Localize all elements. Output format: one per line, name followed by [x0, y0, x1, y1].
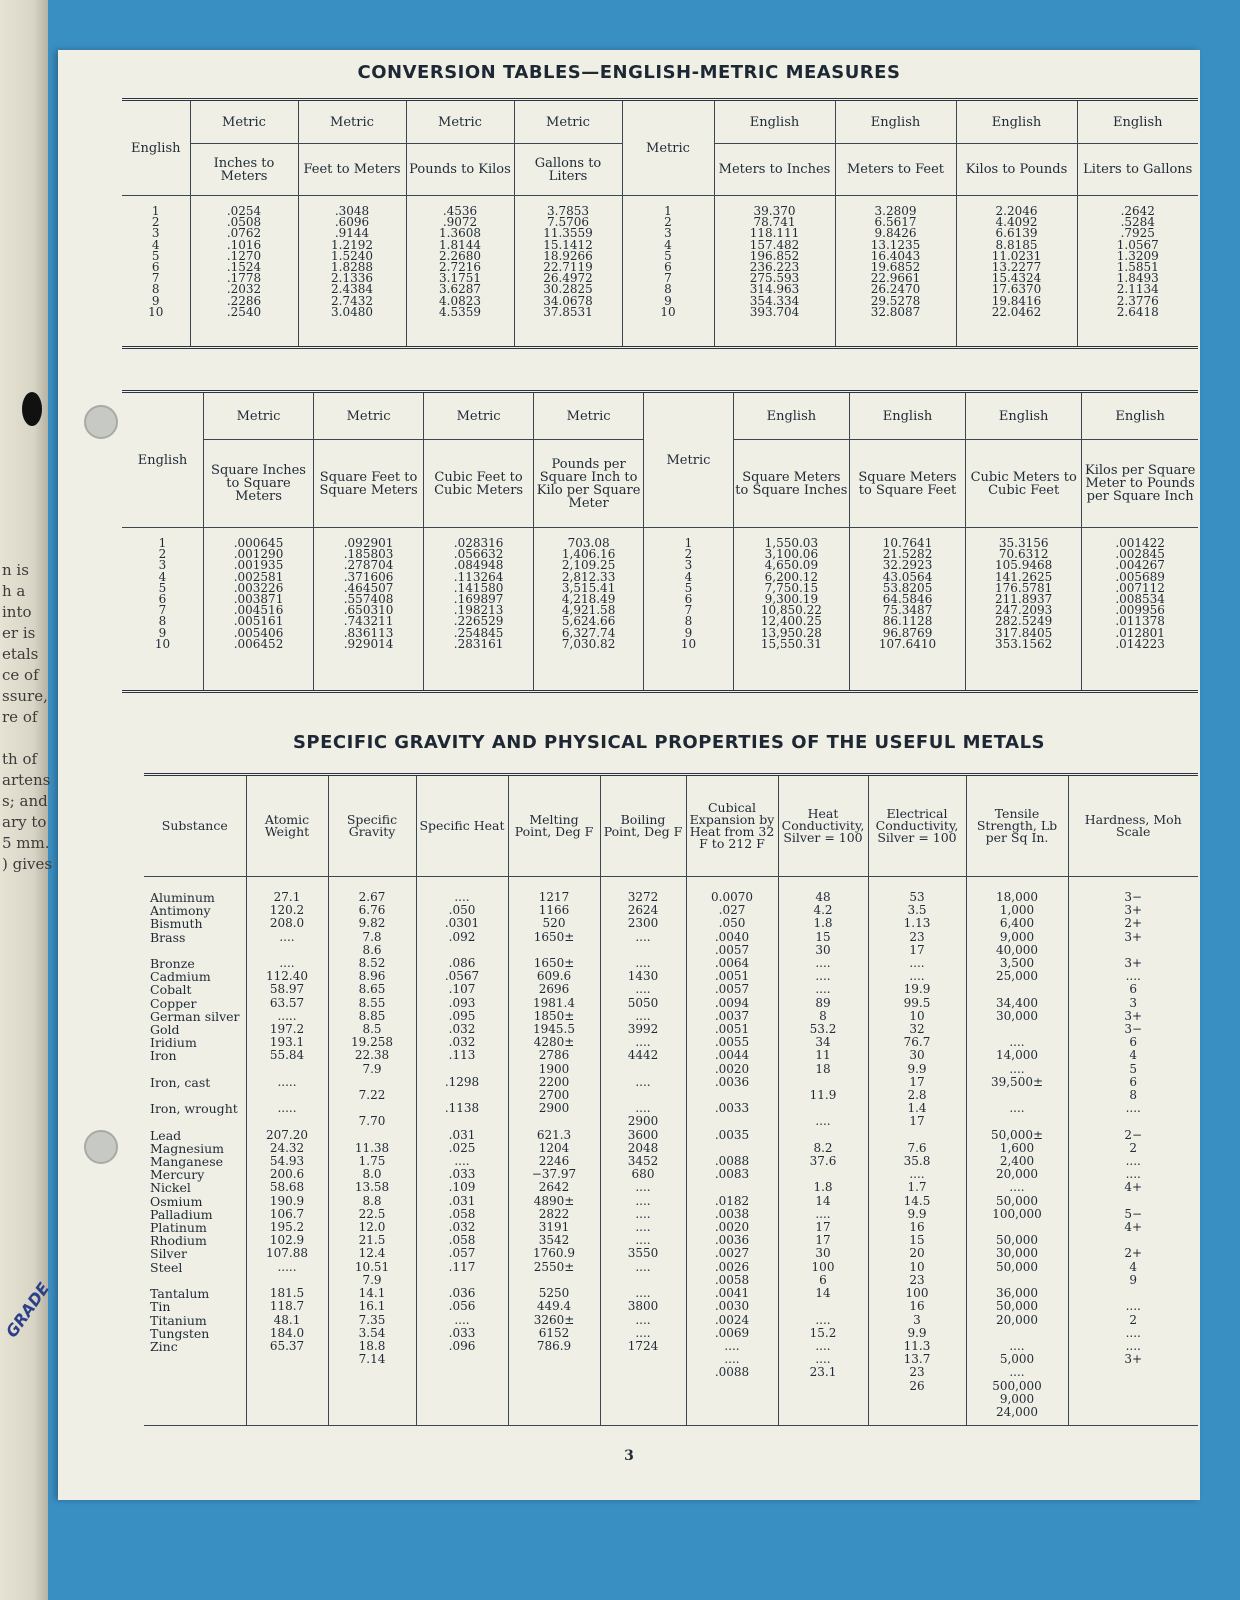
column-header: Meters to Inches: [714, 144, 835, 196]
value-column: 3.2809 6.5617 9.8426 13.1235 16.4043 19.6852 22.9661 26.2470 29.5278 32.8087: [835, 196, 956, 348]
edge-word: ssure,: [2, 687, 48, 705]
left-axis-label: English: [122, 100, 190, 196]
group-label: English: [966, 392, 1082, 440]
group-label: English: [733, 392, 849, 440]
column-header-electrical-conductivity: Electrical Conductivity, Silver = 100: [868, 775, 966, 877]
column-header: Meters to Feet: [835, 144, 956, 196]
value-column: 1,550.03 3,100.06 4,650.09 6,200.12 7,750.15 9,300.19 10,850.22 12,400.25 13,950.28 15,550.31: [733, 528, 849, 692]
atomic-weight-column: 27.1 120.2 208.0 .... .... 112.40 58.97 63.57 ..... 197.2 193.1 55.84 ..... ..... 207.20 24.32 54.93 200.6 58.68 190.9 106.7 195.2 102.9 107.88 ..... 181.5 118.7 48.1 184.0 65.37: [246, 877, 328, 1426]
value-column: .3048 .6096 .9144 1.2192 1.5240 1.8288 2.1336 2.4384 2.7432 3.0480: [298, 196, 406, 348]
column-header-atomic-weight: Atomic Weight: [246, 775, 328, 877]
group-label: English: [835, 100, 956, 144]
binder-edge: [0, 0, 54, 1600]
melting-point-column: 1217 1166 520 1650± 1650± 609.6 2696 1981.4 1850± 1945.5 4280± 2786 1900 2200 2700 2900 621.3 1204 2246 −37.97 2642 4890± 2822 3191 3542 1760.9 2550± 5250 449.4 3260± 6152 786.9: [508, 877, 600, 1426]
column-header-melting-point: Melting Point, Deg F: [508, 775, 600, 877]
column-header: Kilos to Pounds: [956, 144, 1077, 196]
column-header-tensile-strength: Tensile Strength, Lb per Sq In.: [966, 775, 1068, 877]
value-column: .092901 .185803 .278704 .371606 .464507 .557408 .650310 .743211 .836113 .929014: [314, 528, 424, 692]
adjacent-page-text: [2, 560, 52, 875]
value-column: 35.3156 70.6312 105.9468 141.2625 176.5781 211.8937 247.2093 282.5249 317.8405 353.1562: [966, 528, 1082, 692]
specific-gravity-column: 2.67 6.76 9.82 7.8 8.6 8.52 8.96 8.65 8.55 8.85 8.5 19.258 22.38 7.9 7.22 7.70 11.38 1.75 8.0 13.58 8.8 22.5 12.0 21.5 12.4 10.51 7.9 14.1 16.1 7.35 3.54 18.8 7.14: [328, 877, 416, 1426]
group-label: Metric: [298, 100, 406, 144]
group-label: Metric: [406, 100, 514, 144]
conversion-table-2: [122, 390, 1198, 693]
group-label: Metric: [514, 100, 622, 144]
value-column: .001422 .002845 .004267 .005689 .007112 .008534 .009956 .011378 .012801 .014223: [1082, 528, 1198, 692]
column-header-substance: Substance: [144, 775, 246, 877]
group-label: Metric: [534, 392, 644, 440]
column-header-hardness: Hardness, Moh Scale: [1068, 775, 1198, 877]
group-label: English: [849, 392, 965, 440]
row-numbers: 1 2 3 4 5 6 7 8 9 10: [644, 528, 734, 692]
value-column: 703.08 1,406.16 2,109.25 2,812.33 3,515.41 4,218.49 4,921.58 5,624.66 6,327.74 7,030.82: [534, 528, 644, 692]
edge-word: artens: [2, 771, 51, 789]
group-label: English: [1077, 100, 1198, 144]
edge-word: [2, 728, 52, 749]
edge-word: ) gives: [2, 855, 53, 873]
tensile-strength-column: 18,000 1,000 6,400 9,000 40,000 3,500 25,000 34,400 30,000 .... 14,000 .... 39,500± .... 50,000± 1,600 2,400 20,000 .... 50,000 100,000 50,000 30,000 50,000 36,000 50,000 20,000 .... 5,000 .... 500,000 9,000 24,000: [966, 877, 1068, 1426]
electrical-conductivity-column: 53 3.5 1.13 23 17 .... .... 19.9 99.5 10 32 76.7 30 9.9 17 2.8 1.4 17 7.6 35.8 .... 1.7 14.5 9.9 16 15 20 10 23 100 16 3 9.9 11.3 13.7 23 26: [868, 877, 966, 1426]
edge-word: th of: [2, 750, 38, 768]
edge-word: 5 mm.: [2, 834, 50, 852]
value-column: .000645 .001290 .001935 .002581 .003226 .003871 .004516 .005161 .005406 .006452: [204, 528, 314, 692]
column-header-specific-heat: Specific Heat: [416, 775, 508, 877]
row-numbers: 1 2 3 4 5 6 7 8 9 10: [622, 196, 714, 348]
column-header: Cubic Feet to Cubic Meters: [424, 440, 534, 528]
edge-stamp: GRADE: [2, 1279, 54, 1341]
boiling-point-column: 3272 2624 2300 .... .... 1430 .... 5050 .... 3992 .... 4442 .... .... 2900 3600 2048 3452 680 .... .... .... .... .... 3550 .... .... 3800 .... .... 1724: [600, 877, 686, 1426]
edge-word: er is: [2, 624, 36, 642]
column-header: Inches to Meters: [190, 144, 298, 196]
specific-heat-column: .... .050 .0301 .092 .086 .0567 .107 .093 .095 .032 .032 .113 .1298 .1138 .031 .025 .... .033 .109 .031 .058 .032 .058 .057 .117 .036 .056 .... .033 .096: [416, 877, 508, 1426]
row-numbers: 1 2 3 4 5 6 7 8 9 10: [122, 196, 190, 348]
column-header: Liters to Gallons: [1077, 144, 1198, 196]
value-column: 39.370 78.741 118.111 157.482 196.852 236.223 275.593 314.963 354.334 393.704: [714, 196, 835, 348]
column-header-boiling-point: Boiling Point, Deg F: [600, 775, 686, 877]
edge-word: ary to: [2, 813, 47, 831]
right-axis-label: Metric: [644, 392, 734, 528]
edge-word: re of: [2, 708, 38, 726]
column-header: Kilos per Square Meter to Pounds per Square Inch: [1082, 440, 1198, 528]
document-page: [58, 50, 1200, 1500]
column-header: Pounds to Kilos: [406, 144, 514, 196]
column-header-specific-gravity: Specific Gravity: [328, 775, 416, 877]
hardness-column: 3− 3+ 2+ 3+ 3+ .... 6 3 3+ 3− 6 4 5 6 8 .... 2− 2 .... .... 4+ 5− 4+ 2+ 4 9 .... 2 .... .... 3+: [1068, 877, 1198, 1426]
value-column: .028316 .056632 .084948 .113264 .141580 .169897 .198213 .226529 .254845 .283161: [424, 528, 534, 692]
column-header-cubical-expansion: Cubical Expansion by Heat from 32 F to 212 F: [686, 775, 778, 877]
edge-word: ce of: [2, 666, 39, 684]
column-header: Square Meters to Square Inches: [733, 440, 849, 528]
column-header-heat-conductivity: Heat Conductivity, Silver = 100: [778, 775, 868, 877]
value-column: 3.7853 7.5706 11.3559 15.1412 18.9266 22.7119 26.4972 30.2825 34.0678 37.8531: [514, 196, 622, 348]
column-header: Feet to Meters: [298, 144, 406, 196]
edge-word: into: [2, 603, 32, 621]
column-header: Pounds per Square Inch to Kilo per Square Meter: [534, 440, 644, 528]
conversion-table-1: [122, 98, 1198, 349]
edge-word: h a: [2, 582, 26, 600]
group-label: Metric: [190, 100, 298, 144]
conversion-title: CONVERSION TABLES—ENGLISH-METRIC MEASURES: [357, 62, 901, 83]
edge-word: etals: [2, 645, 39, 663]
group-label: Metric: [424, 392, 534, 440]
edge-word: s; and: [2, 792, 48, 810]
metal-properties-table: [144, 773, 1198, 1426]
column-header: Gallons to Liters: [514, 144, 622, 196]
cubical-expansion-column: 0.0070 .027 .050 .0040 .0057 .0064 .0051 .0057 .0094 .0037 .0051 .0055 .0044 .0020 .0036 .0033 .0035 .0088 .0083 .0182 .0038 .0020 .0036 .0027 .0026 .0058 .0041 .0030 .0024 .0069 .... .... .0088: [686, 877, 778, 1426]
group-label: English: [1082, 392, 1198, 440]
punch-hole-icon: [84, 1130, 118, 1164]
edge-bullet-icon: [22, 392, 42, 426]
column-header: Cubic Meters to Cubic Feet: [966, 440, 1082, 528]
column-header: Square Feet to Square Meters: [314, 440, 424, 528]
edge-word: n is: [2, 561, 29, 579]
left-axis-label: English: [122, 392, 204, 528]
properties-title: SPECIFIC GRAVITY AND PHYSICAL PROPERTIES OF THE USEFUL METALS: [292, 732, 1046, 753]
group-label: Metric: [204, 392, 314, 440]
value-column: 10.7641 21.5282 32.2923 43.0564 53.8205 64.5846 75.3487 86.1128 96.8769 107.6410: [849, 528, 965, 692]
value-column: .4536 .9072 1.3608 1.8144 2.2680 2.7216 3.1751 3.6287 4.0823 4.5359: [406, 196, 514, 348]
column-header: Square Meters to Square Feet: [849, 440, 965, 528]
group-label: English: [714, 100, 835, 144]
group-label: English: [956, 100, 1077, 144]
value-column: .0254 .0508 .0762 .1016 .1270 .1524 .1778 .2032 .2286 .2540: [190, 196, 298, 348]
value-column: .2642 .5284 .7925 1.0567 1.3209 1.5851 1.8493 2.1134 2.3776 2.6418: [1077, 196, 1198, 348]
punch-hole-icon: [84, 405, 118, 439]
right-axis-label: Metric: [622, 100, 714, 196]
heat-conductivity-column: 48 4.2 1.8 15 30 .... .... .... 89 8 53.2 34 11 18 11.9 .... 8.2 37.6 1.8 14 .... 17 17 30 100 6 14 .... 15.2 .... .... 23.1: [778, 877, 868, 1426]
column-header: Square Inches to Square Meters: [204, 440, 314, 528]
row-numbers: 1 2 3 4 5 6 7 8 9 10: [122, 528, 204, 692]
substance-column: Aluminum Antimony Bismuth Brass Bronze Cadmium Cobalt Copper German silver Gold Iridium Iron Iron, cast Iron, wrought Lead Magnesium Manganese Mercury Nickel Osmium Palladium Platinum Rhodium Silver Steel Tantalum Tin Titanium Tungsten Zinc: [144, 877, 246, 1426]
value-column: 2.2046 4.4092 6.6139 8.8185 11.0231 13.2277 15.4324 17.6370 19.8416 22.0462: [956, 196, 1077, 348]
page-number: 3: [624, 1448, 634, 1464]
group-label: Metric: [314, 392, 424, 440]
